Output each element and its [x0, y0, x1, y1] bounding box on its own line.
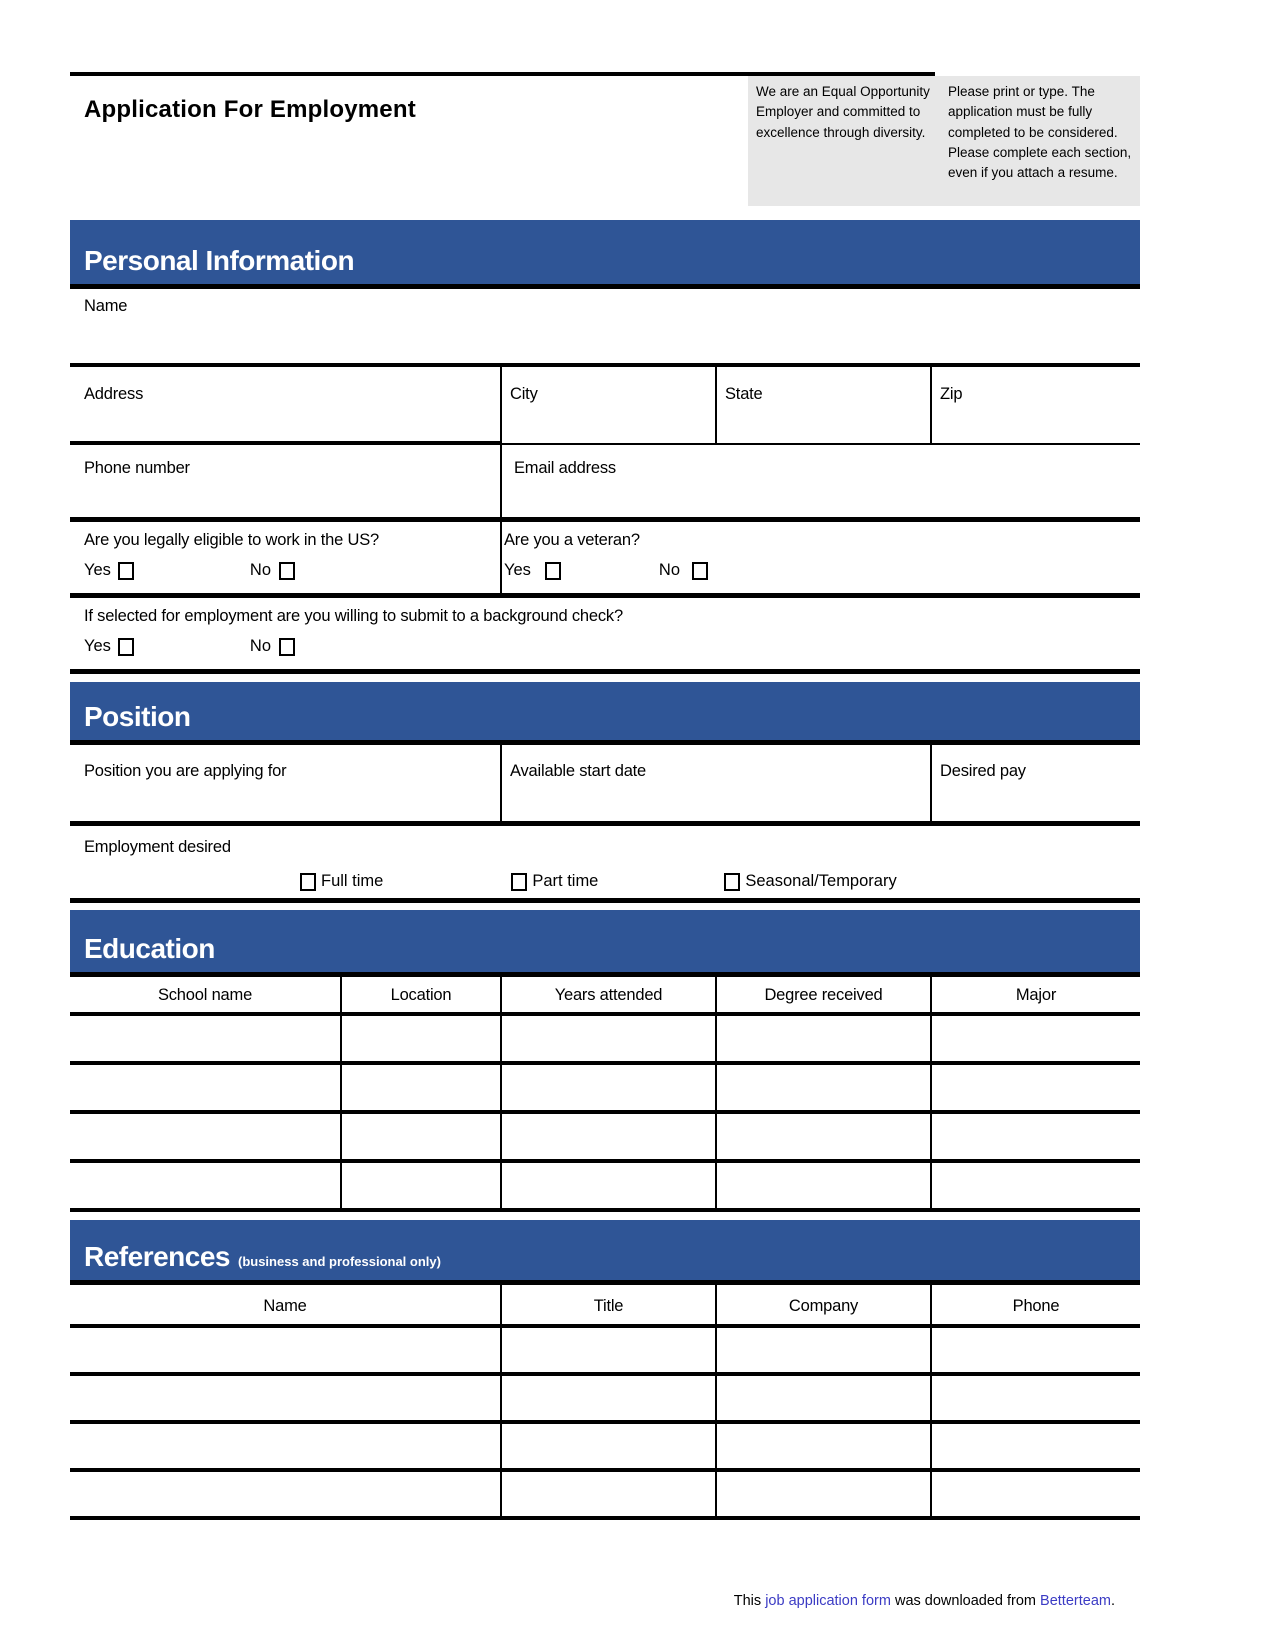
- reference-phone-cell[interactable]: [930, 1472, 1140, 1520]
- location-cell[interactable]: [340, 1163, 500, 1212]
- work-eligibility-question: Are you legally eligible to work in the US?: [84, 531, 379, 549]
- eligible-yes-checkbox[interactable]: [118, 562, 134, 580]
- reference-row: [70, 1472, 1140, 1520]
- betterteam-link[interactable]: Betterteam: [1040, 1593, 1111, 1609]
- no-label: No: [249, 637, 272, 655]
- yes-label: Yes: [504, 561, 531, 579]
- veteran-question: Are you a veteran?: [504, 531, 640, 549]
- footer-text: .: [1110, 1593, 1115, 1609]
- position-applying-for-field[interactable]: Position you are applying for: [84, 762, 287, 780]
- footer-attribution: [70, 1593, 1115, 1609]
- reference-name-cell[interactable]: [70, 1472, 500, 1520]
- reference-phone-cell[interactable]: [930, 1376, 1140, 1424]
- yes-label: Yes: [84, 637, 111, 655]
- footer-text: This: [733, 1593, 766, 1609]
- section-header-position: [70, 682, 1140, 745]
- work-eligibility-question-cell: [70, 522, 500, 593]
- section-header-references: [70, 1220, 1140, 1285]
- employment-desired-row: [70, 826, 1140, 903]
- references-table-header: [70, 1285, 1140, 1328]
- school-name-cell[interactable]: [70, 1016, 340, 1065]
- reference-row: [70, 1424, 1140, 1472]
- background-no-checkbox[interactable]: [279, 638, 295, 656]
- full-time-option: [300, 872, 383, 891]
- city-field[interactable]: City: [500, 367, 715, 445]
- column-header-degree-received: Degree received: [715, 977, 930, 1016]
- column-header-phone: Phone: [930, 1285, 1140, 1328]
- column-header-title: Title: [500, 1285, 715, 1328]
- reference-phone-cell[interactable]: [930, 1424, 1140, 1472]
- location-cell[interactable]: [340, 1016, 500, 1065]
- yes-label: Yes: [84, 561, 111, 579]
- years-attended-cell[interactable]: [500, 1016, 715, 1065]
- employment-desired-label: Employment desired: [84, 838, 231, 856]
- section-title: Education: [84, 933, 215, 964]
- print-or-type-notice: Please print or type. The application must be fully completed to be considered. Please complete each section, even if you attach a resume.: [948, 84, 1132, 180]
- footer-text: was downloaded from: [890, 1593, 1041, 1609]
- column-header-major: Major: [930, 977, 1140, 1016]
- zip-field[interactable]: Zip: [930, 367, 1140, 445]
- degree-received-cell[interactable]: [715, 1016, 930, 1065]
- available-start-date-field[interactable]: Available start date: [500, 745, 930, 821]
- school-name-cell[interactable]: [70, 1065, 340, 1114]
- years-attended-cell[interactable]: [500, 1114, 715, 1163]
- background-check-question: If selected for employment are you willing to submit to a background check?: [84, 607, 623, 625]
- column-header-location: Location: [340, 977, 500, 1016]
- reference-title-cell[interactable]: [500, 1328, 715, 1376]
- references-table: [70, 1285, 1140, 1520]
- employment-type-options: [300, 872, 1140, 891]
- name-label: Name: [84, 297, 128, 315]
- no-label: No: [658, 561, 681, 579]
- years-attended-cell[interactable]: [500, 1163, 715, 1212]
- seasonal-temporary-option: [724, 872, 896, 891]
- reference-row: [70, 1376, 1140, 1424]
- seasonal-temporary-label: Seasonal/Temporary: [745, 872, 897, 890]
- education-table-header: [70, 977, 1140, 1016]
- position-fields-row: [70, 745, 1140, 826]
- eligible-no-checkbox[interactable]: [279, 562, 295, 580]
- degree-received-cell[interactable]: [715, 1114, 930, 1163]
- page-title: Application For Employment: [84, 96, 416, 123]
- full-time-label: Full time: [321, 872, 384, 890]
- contact-row: [70, 445, 1140, 522]
- address-field[interactable]: Address: [70, 367, 500, 445]
- major-cell[interactable]: [930, 1114, 1140, 1163]
- section-title: Position: [84, 701, 191, 732]
- major-cell[interactable]: [930, 1065, 1140, 1114]
- no-label: No: [249, 561, 272, 579]
- reference-title-cell[interactable]: [500, 1424, 715, 1472]
- section-header-personal-information: [70, 220, 1140, 289]
- notice-box: [748, 76, 1140, 206]
- education-row: [70, 1114, 1140, 1163]
- background-yes-checkbox[interactable]: [118, 638, 134, 656]
- reference-company-cell[interactable]: [715, 1376, 930, 1424]
- location-cell[interactable]: [340, 1065, 500, 1114]
- full-time-checkbox[interactable]: [300, 873, 316, 891]
- background-check-answers: [84, 637, 1140, 656]
- equal-opportunity-notice: We are an Equal Opportunity Employer and committed to excellence through diversity.: [756, 84, 930, 140]
- location-cell[interactable]: [340, 1114, 500, 1163]
- column-header-years-attended: Years attended: [500, 977, 715, 1016]
- eligibility-row: [70, 522, 1140, 598]
- years-attended-cell[interactable]: [500, 1065, 715, 1114]
- references-qualifier: (business and professional only): [237, 1254, 441, 1269]
- section-title: References: [84, 1241, 230, 1272]
- major-cell[interactable]: [930, 1016, 1140, 1065]
- section-title: Personal Information: [84, 245, 355, 276]
- reference-company-cell[interactable]: [715, 1472, 930, 1520]
- column-header-name: Name: [70, 1285, 500, 1328]
- veteran-answers: [504, 561, 1140, 580]
- veteran-question-cell: [500, 522, 1140, 593]
- column-header-school-name: School name: [70, 977, 340, 1016]
- major-cell[interactable]: [930, 1163, 1140, 1212]
- education-table: [70, 977, 1140, 1212]
- degree-received-cell[interactable]: [715, 1065, 930, 1114]
- column-header-company: Company: [715, 1285, 930, 1328]
- education-row: [70, 1163, 1140, 1212]
- email-address-field[interactable]: Email address: [500, 445, 1140, 517]
- reference-phone-cell[interactable]: [930, 1328, 1140, 1376]
- reference-name-cell[interactable]: [70, 1376, 500, 1424]
- reference-title-cell[interactable]: [500, 1376, 715, 1424]
- reference-company-cell[interactable]: [715, 1424, 930, 1472]
- background-check-row: [70, 598, 1140, 674]
- school-name-cell[interactable]: [70, 1163, 340, 1212]
- reference-row: [70, 1328, 1140, 1376]
- reference-name-cell[interactable]: [70, 1328, 500, 1376]
- part-time-checkbox[interactable]: [511, 873, 527, 891]
- veteran-no-checkbox[interactable]: [692, 562, 708, 580]
- reference-title-cell[interactable]: [500, 1472, 715, 1520]
- part-time-label: Part time: [532, 872, 599, 890]
- desired-pay-field[interactable]: Desired pay: [930, 745, 1140, 821]
- state-field[interactable]: State: [715, 367, 930, 445]
- phone-number-field[interactable]: Phone number: [84, 459, 190, 477]
- veteran-yes-checkbox[interactable]: [545, 562, 561, 580]
- seasonal-temporary-checkbox[interactable]: [724, 873, 740, 891]
- part-time-option: [511, 872, 598, 891]
- work-eligibility-answers: [84, 561, 500, 580]
- degree-received-cell[interactable]: [715, 1163, 930, 1212]
- reference-company-cell[interactable]: [715, 1328, 930, 1376]
- section-header-education: [70, 910, 1140, 977]
- school-name-cell[interactable]: [70, 1114, 340, 1163]
- reference-name-cell[interactable]: [70, 1424, 500, 1472]
- job-application-form-link[interactable]: job application form: [765, 1593, 891, 1609]
- education-row: [70, 1016, 1140, 1065]
- education-row: [70, 1065, 1140, 1114]
- address-row: [70, 363, 1140, 445]
